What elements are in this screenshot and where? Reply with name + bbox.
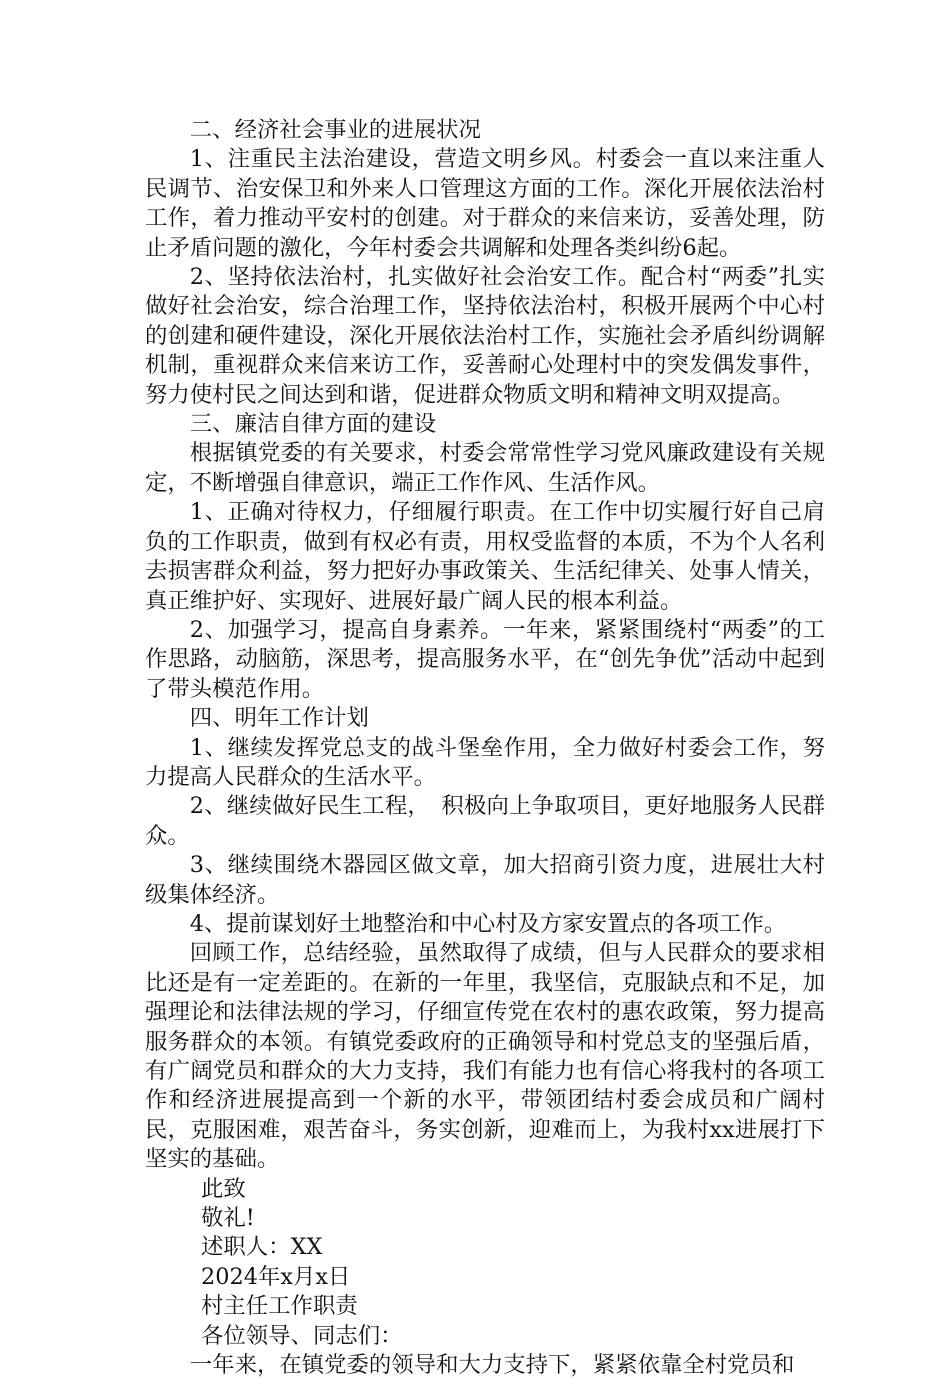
section-heading-integrity: 三、廉洁自律方面的建设	[189, 411, 437, 438]
paragraph-review-summary: 回顾工作，总结经验，虽然取得了成绩，但与人民群众的要求相比还是有一定差距的。在新的一年里，我坚信，克服缺点和不足，加强理论和法律法规的学习，仔细宣传党在农村的惠农政策，努力提高服务群众的本领。有镇党委政府的正确领导和村党总支的坚强后盾，有广阔党员和群众的大力支持，我们有能力也有信心将我村的各项工作和经济进展提高到一个新的水平，带领团结村委会成员和广阔村民，克服困难，艰苦奋斗，务实创新，迎难而上，为我村xx进展打下坚实的基础。	[145, 940, 825, 1173]
paragraph-study-improvement: 2、加强学习，提高自身素养。一年来，紧紧围绕村“两委”的工作思路，动脑筋，深思考，提高服务水平，在“创先争优”活动中起到了带头模范作用。	[145, 616, 825, 702]
section-heading-next-year-plan: 四、明年工作计划	[189, 705, 369, 732]
paragraph-social-security: 2、坚持依法治村，扎实做好社会治安工作。配合村“两委”扎实做好社会治安，综合治理工作，坚持依法治村，积极开展两个中心村的创建和硬件建设，深化开展依法治村工作，实施社会矛盾纠纷调解机制，重视群众来信来访工作，妥善耐心处理村中的突发偶发事件，努力使村民之间达到和谐，促进群众物质文明和精神文明双提高。	[145, 264, 825, 408]
plan-item-3: 3、继续围绕木器园区做文章，加大招商引资力度，进展壮大村级集体经济。	[145, 852, 825, 908]
closing-salutation: 此致	[201, 1175, 246, 1202]
document-page	[145, 116, 825, 1380]
paragraph-integrity-intro: 根据镇党委的有关要求，村委会常常性学习党风廉政建设有关规定，不断增强自律意识，端正工作作风、生活作风。	[145, 440, 825, 496]
reporter-name: 述职人：XX	[201, 1234, 323, 1261]
greeting-line: 各位领导、同志们：	[201, 1322, 403, 1349]
plan-item-4: 4、提前谋划好土地整治和中心村及方家安置点的各项工作。	[189, 910, 787, 937]
section-heading-economic-progress: 二、经济社会事业的进展状况	[189, 117, 481, 143]
paragraph-power-duties: 1、正确对待权力，仔细履行职责。在工作中切实履行好自己肩负的工作职责，做到有权必有责，用权受监督的本质，不为个人名利去损害群众利益，努力把好办事政策关、生活纪律关、处事人情关，真正维护好、实现好、进展好最广阔人民的根本利益。	[145, 499, 825, 614]
plan-item-2: 2、继续做好民生工程， 积极向上争取项目，更好地服务人民群众。	[145, 793, 825, 849]
paragraph-legal-construction: 1、注重民主法治建设，营造文明乡风。村委会一直以来注重人民调节、治安保卫和外来人口管理这方面的工作。深化开展依法治村工作，着力推动平安村的创建。对于群众的来信来访，妥善处理，防止矛盾问题的激化，今年村委会共调解和处理各类纠纷6起。	[145, 146, 825, 261]
report-date: 2024年x月x日	[201, 1263, 351, 1290]
plan-item-1: 1、继续发挥党总支的战斗堡垒作用，全力做好村委会工作，努力提高人民群众的生活水平。	[145, 734, 825, 790]
closing-regards: 敬礼!	[201, 1205, 255, 1232]
next-document-title: 村主任工作职责	[201, 1293, 358, 1320]
final-paragraph-fragment: 一年来，在镇党委的领导和大力支持下，紧紧依靠全村党员和	[189, 1352, 795, 1379]
